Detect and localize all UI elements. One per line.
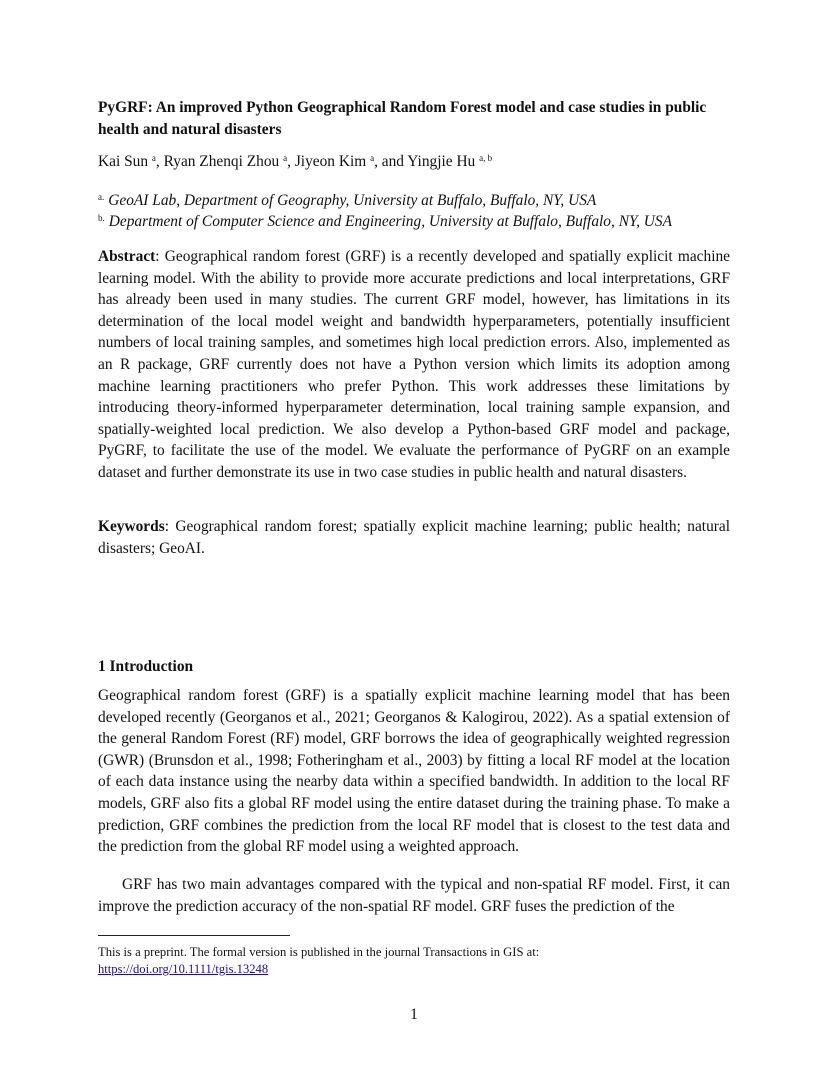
author-affiliation-mark: a, b — [479, 153, 493, 163]
footnote-text: This is a preprint. The formal version is published in the journal Transactions in GIS at: — [98, 945, 540, 959]
doi-link[interactable]: https://doi.org/10.1111/tgis.13248 — [98, 962, 269, 976]
affiliation-mark: b. — [98, 213, 105, 223]
author-affiliation-mark: a — [151, 153, 156, 163]
abstract-label: Abstract — [98, 248, 156, 265]
body-paragraph: Geographical random forest (GRF) is a spatially explicit machine learning model that has been developed recently (Georganos et al., 2021; Georganos & Kalogirou, 2022). As a spatial extension of the general Random Forest (RF) model, GRF borrows the idea of geographically weighted regression (GWR) (Brunsdon et al., 1998; Fotheringham et al., 2003) by fitting a local RF model at the location of each data instance using the nearby data within a specified bandwidth. In addition to the local RF models, GRF also fits a global RF model using the entire dataset during the training phase. To make a prediction, GRF combines the prediction from the local RF model that is closest to the test data and the prediction from the global RF model using a weighted approach. — [98, 687, 730, 856]
affiliation-item — [98, 190, 730, 211]
page-number: 1 — [410, 1006, 418, 1023]
author-list: Kai Sun $^a$, Ryan Zhenqi Zhou $^a$, Jiyeon Kim $^a$, and Yingjie Hu $^{a, b}$ — [98, 153, 493, 170]
abstract-text: : Geographical random forest (GRF) is a recently developed and spatially explicit machine learning model. With the ability to provide more accurate predictions and local interpretations, GRF has already been used in many studies. The current GRF model, however, has limitations in its determination of the local model weight and bandwidth hyperparameters, potentially insufficient numbers of local training samples, and sometimes high local prediction errors. Also, implemented as an R package, GRF currently does not have a Python version which limits its adoption among machine learning practitioners who prefer Python. This work addresses these limitations by introducing theory-informed hyperparameter determination, local training sample expansion, and spatially-weighted local prediction. We also develop a Python-based GRF model and package, PyGRF, to facilitate the use of the model. We evaluate the performance of PyGRF on an example dataset and further demonstrate its use in two case studies in public health and natural disasters. — [98, 248, 730, 481]
section-heading: 1 Introduction — [98, 658, 194, 675]
affiliation-mark: a. — [98, 192, 105, 202]
author-name: Kai Sun — [98, 153, 149, 170]
affiliation-text: Department of Computer Science and Engineering, University at Buffalo, Buffalo, NY, USA — [108, 213, 673, 230]
affiliation-item — [98, 211, 730, 232]
footnote-divider — [98, 935, 290, 936]
author-affiliation-mark: a — [283, 153, 288, 163]
author-name: Yingjie Hu — [407, 153, 476, 170]
keywords — [98, 516, 730, 559]
author-name: Ryan Zhenqi Zhou — [163, 153, 280, 170]
affiliation-text: GeoAI Lab, Department of Geography, University at Buffalo, Buffalo, NY, USA — [108, 192, 597, 209]
keywords-label: Keywords — [98, 518, 165, 535]
author-affiliation-mark: a — [370, 153, 375, 163]
abstract — [98, 246, 730, 484]
author-name: Jiyeon Kim — [294, 153, 367, 170]
body-paragraph: GRF has two main advantages compared with the typical and non-spatial RF model. First, it can improve the prediction accuracy of the non-spatial RF model. GRF fuses the prediction of the — [98, 876, 730, 915]
paper-title: PyGRF: An improved Python Geographical Random Forest model and case studies in public health and natural disasters — [98, 99, 707, 138]
affiliation-list — [98, 190, 730, 232]
keywords-text: : Geographical random forest; spatially explicit machine learning; public health; natural disasters; GeoAI. — [98, 518, 730, 557]
footnote — [98, 944, 730, 978]
